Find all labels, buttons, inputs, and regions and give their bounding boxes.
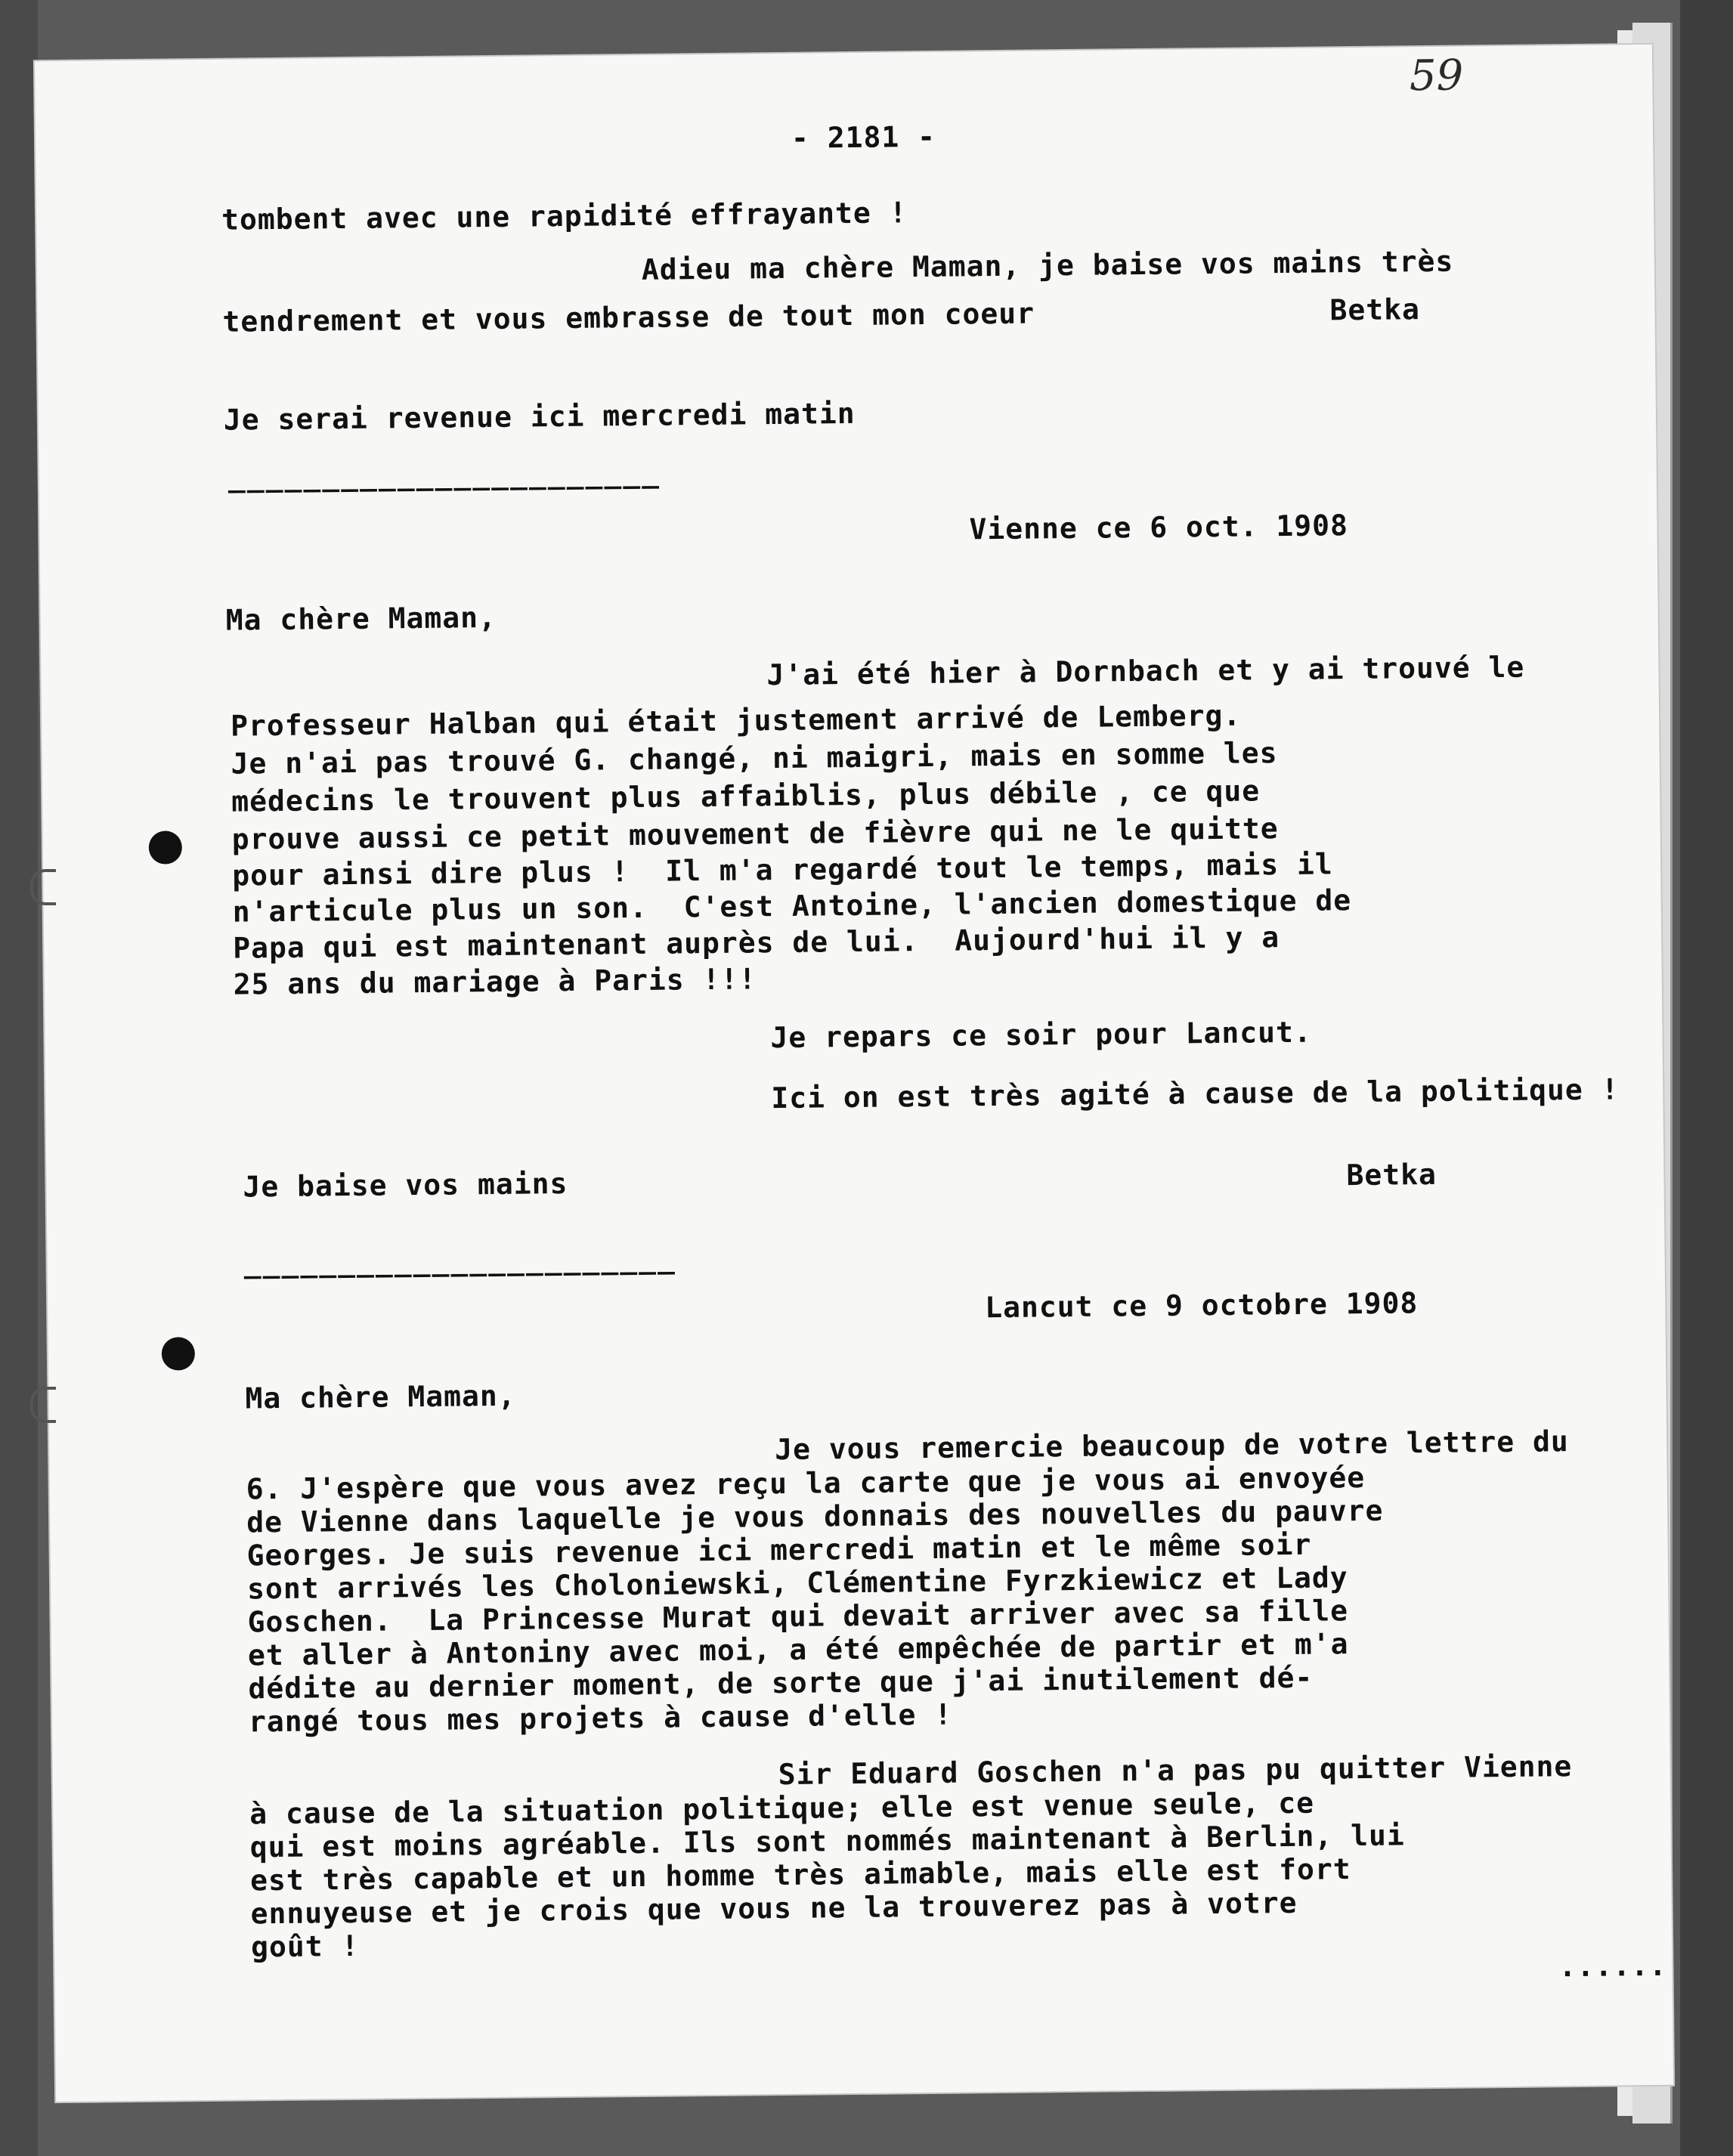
text-line: dédite au dernier moment, de sorte que j'ai inutilement dé-: [248, 1660, 1314, 1706]
text-line: prouve aussi ce petit mouvement de fièvre qui ne le quitte: [231, 812, 1279, 856]
continuation-dots: ......: [1558, 1948, 1667, 1984]
text-line: Georges. Je suis revenue ici mercredi matin et le même soir: [246, 1527, 1312, 1573]
text-line: Adieu ma chère Maman, je baise vos mains très: [641, 244, 1454, 286]
text-line: Professeur Halban qui était justement arrivé de Lemberg.: [230, 698, 1242, 743]
text-line: pour ainsi dire plus ! Il m'a regardé tout le temps, mais il: [231, 847, 1333, 892]
text-line: Goschen. La Princesse Murat qui devait arriver avec sa fille: [247, 1594, 1349, 1639]
binder-ring: [30, 1387, 56, 1423]
text-line: Je vous remercie beaucoup de votre lettre du: [774, 1424, 1570, 1467]
text-line: tendrement et vous embrasse de tout mon coeur: [222, 296, 1035, 339]
text-line: J'ai été hier à Dornbach et y ai trouvé le: [766, 650, 1525, 692]
text-line: à cause de la situation politique; elle est venue seule, ce: [249, 1786, 1315, 1831]
text-line: qui est moins agréable. Ils sont nommés maintenant à Berlin, lui: [249, 1818, 1406, 1864]
text-line: est très capable et un homme très aimable, mais elle est fort: [249, 1852, 1351, 1898]
text-line: tombent avec une rapidité effrayante !: [221, 196, 908, 237]
closing: Je baise vos mains: [243, 1166, 568, 1204]
salutation: Ma chère Maman,: [225, 600, 497, 637]
dateline: Lancut ce 9 octobre 1908: [985, 1286, 1419, 1325]
scan-right-border: [1680, 0, 1733, 2156]
postscript: Je serai revenue ici mercredi matin: [223, 396, 856, 437]
document-page: [35, 45, 1673, 2102]
binder-ring: [30, 869, 56, 905]
text-line: sont arrivés les Choloniewski, Clémentine Fyrzkiewicz et Lady: [246, 1561, 1348, 1606]
signature: Betka: [1346, 1157, 1437, 1192]
text-line: Sir Eduard Goschen n'a pas pu quitter Vienne: [778, 1749, 1573, 1792]
text-line: de Vienne dans laquelle je vous donnais des nouvelles du pauvre: [246, 1493, 1384, 1539]
dateline: Vienne ce 6 oct. 1908: [969, 509, 1349, 546]
text-line: Ici on est très agité à cause de la politique !: [771, 1072, 1620, 1115]
punch-hole: [149, 831, 182, 864]
text-line: et aller à Antoniny avec moi, a été empêchée de partir et m'a: [247, 1627, 1349, 1672]
separator-line: _______________________: [227, 455, 661, 493]
text-line: n'articule plus un son. C'est Antoine, l'ancien domestique de: [232, 883, 1352, 929]
scan-left-border: [0, 0, 38, 2156]
folio-number: 59: [1409, 51, 1464, 101]
page-number: - 2181 -: [791, 119, 936, 155]
salutation: Ma chère Maman,: [245, 1378, 516, 1415]
text-line: ennuyeuse et je crois que vous ne la trouverez pas à votre: [250, 1885, 1298, 1931]
text-line: Je n'ai pas trouvé G. changé, ni maigri, mais en somme les: [231, 736, 1278, 781]
text-line: Papa qui est maintenant auprès de lui. Aujourd'hui il y a: [232, 920, 1280, 965]
signature: Betka: [1329, 292, 1421, 327]
text-line: rangé tous mes projets à cause d'elle !: [248, 1697, 953, 1739]
text-line: goût !: [250, 1929, 360, 1964]
text-line: Je repars ce soir pour Lancut.: [770, 1015, 1313, 1055]
text-line: médecins le trouvent plus affaiblis, plus débile , ce que: [231, 774, 1261, 818]
separator-line: _______________________: [243, 1241, 676, 1279]
text-line: 25 ans du mariage à Paris !!!: [233, 962, 757, 1001]
punch-hole: [162, 1337, 195, 1370]
text-line: 6. J'espère que vous avez reçu la carte que je vous ai envoyée: [246, 1460, 1366, 1506]
